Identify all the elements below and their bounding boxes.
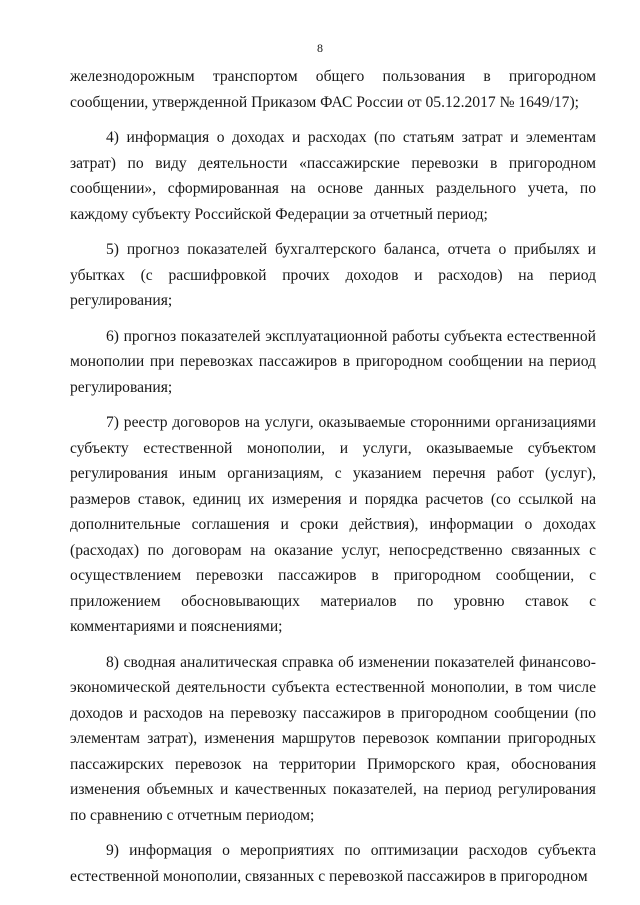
paragraph-item-4: 4) информация о доходах и расходах (по статьям затрат и элементам затрат) по виду деятельности «пассажирские перевозки в пригородном сообщении», сформированная на основе данных раздельного учета, по каждому субъекту Российской Федерации за отчетный период; xyxy=(70,129,596,223)
document-body xyxy=(70,64,596,899)
paragraph-item-7: 7) реестр договоров на услуги, оказываемые сторонними организациями субъекту естественной монополии, и услуги, оказываемые субъектом регулирования иным организациям, с указанием перечня работ (услуг), размеров ставок, единиц их измерения и порядка расчетов (со ссылкой на дополнительные соглашения и сроки действия), информации о доходах (расходах) по договорам на оказание услуг, непосредственно связанных с осуществлением перевозки пассажиров в пригородном сообщении, с приложением обосновывающих материалов по уровню ставок с комментариями и пояснениями; xyxy=(70,414,596,635)
paragraph-item-6: 6) прогноз показателей эксплуатационной работы субъекта естественной монополии при перевозках пассажиров в пригородном сообщении на период регулирования; xyxy=(70,327,596,396)
paragraph-item-8: 8) сводная аналитическая справка об изменении показателей финансово-экономической деятельности субъекта естественной монополии, в том числе доходов и расходов на перевозку пассажиров в пригородном сообщении (по элементам затрат), изменения маршрутов перевозок компании пригородных пассажирских перевозок на территории Приморского края, обоснования изменения объемных и качественных показателей, на период регулирования по сравнению с отчетным периодом; xyxy=(70,653,596,824)
paragraph-continuation: железнодорожным транспортом общего пользования в пригородном сообщении, утвержденной Приказом ФАС России от 05.12.2017 № 1649/17); xyxy=(70,68,596,111)
paragraph-item-9: 9) информация о мероприятиях по оптимизации расходов субъекта естественной монополии, связанных с перевозкой пассажиров в пригородном xyxy=(70,842,596,885)
paragraph-item-5: 5) прогноз показателей бухгалтерского баланса, отчета о прибылях и убытках (с расшифровкой прочих доходов и расходов) на период регулирования; xyxy=(70,241,596,309)
page-number: 8 xyxy=(317,41,323,55)
